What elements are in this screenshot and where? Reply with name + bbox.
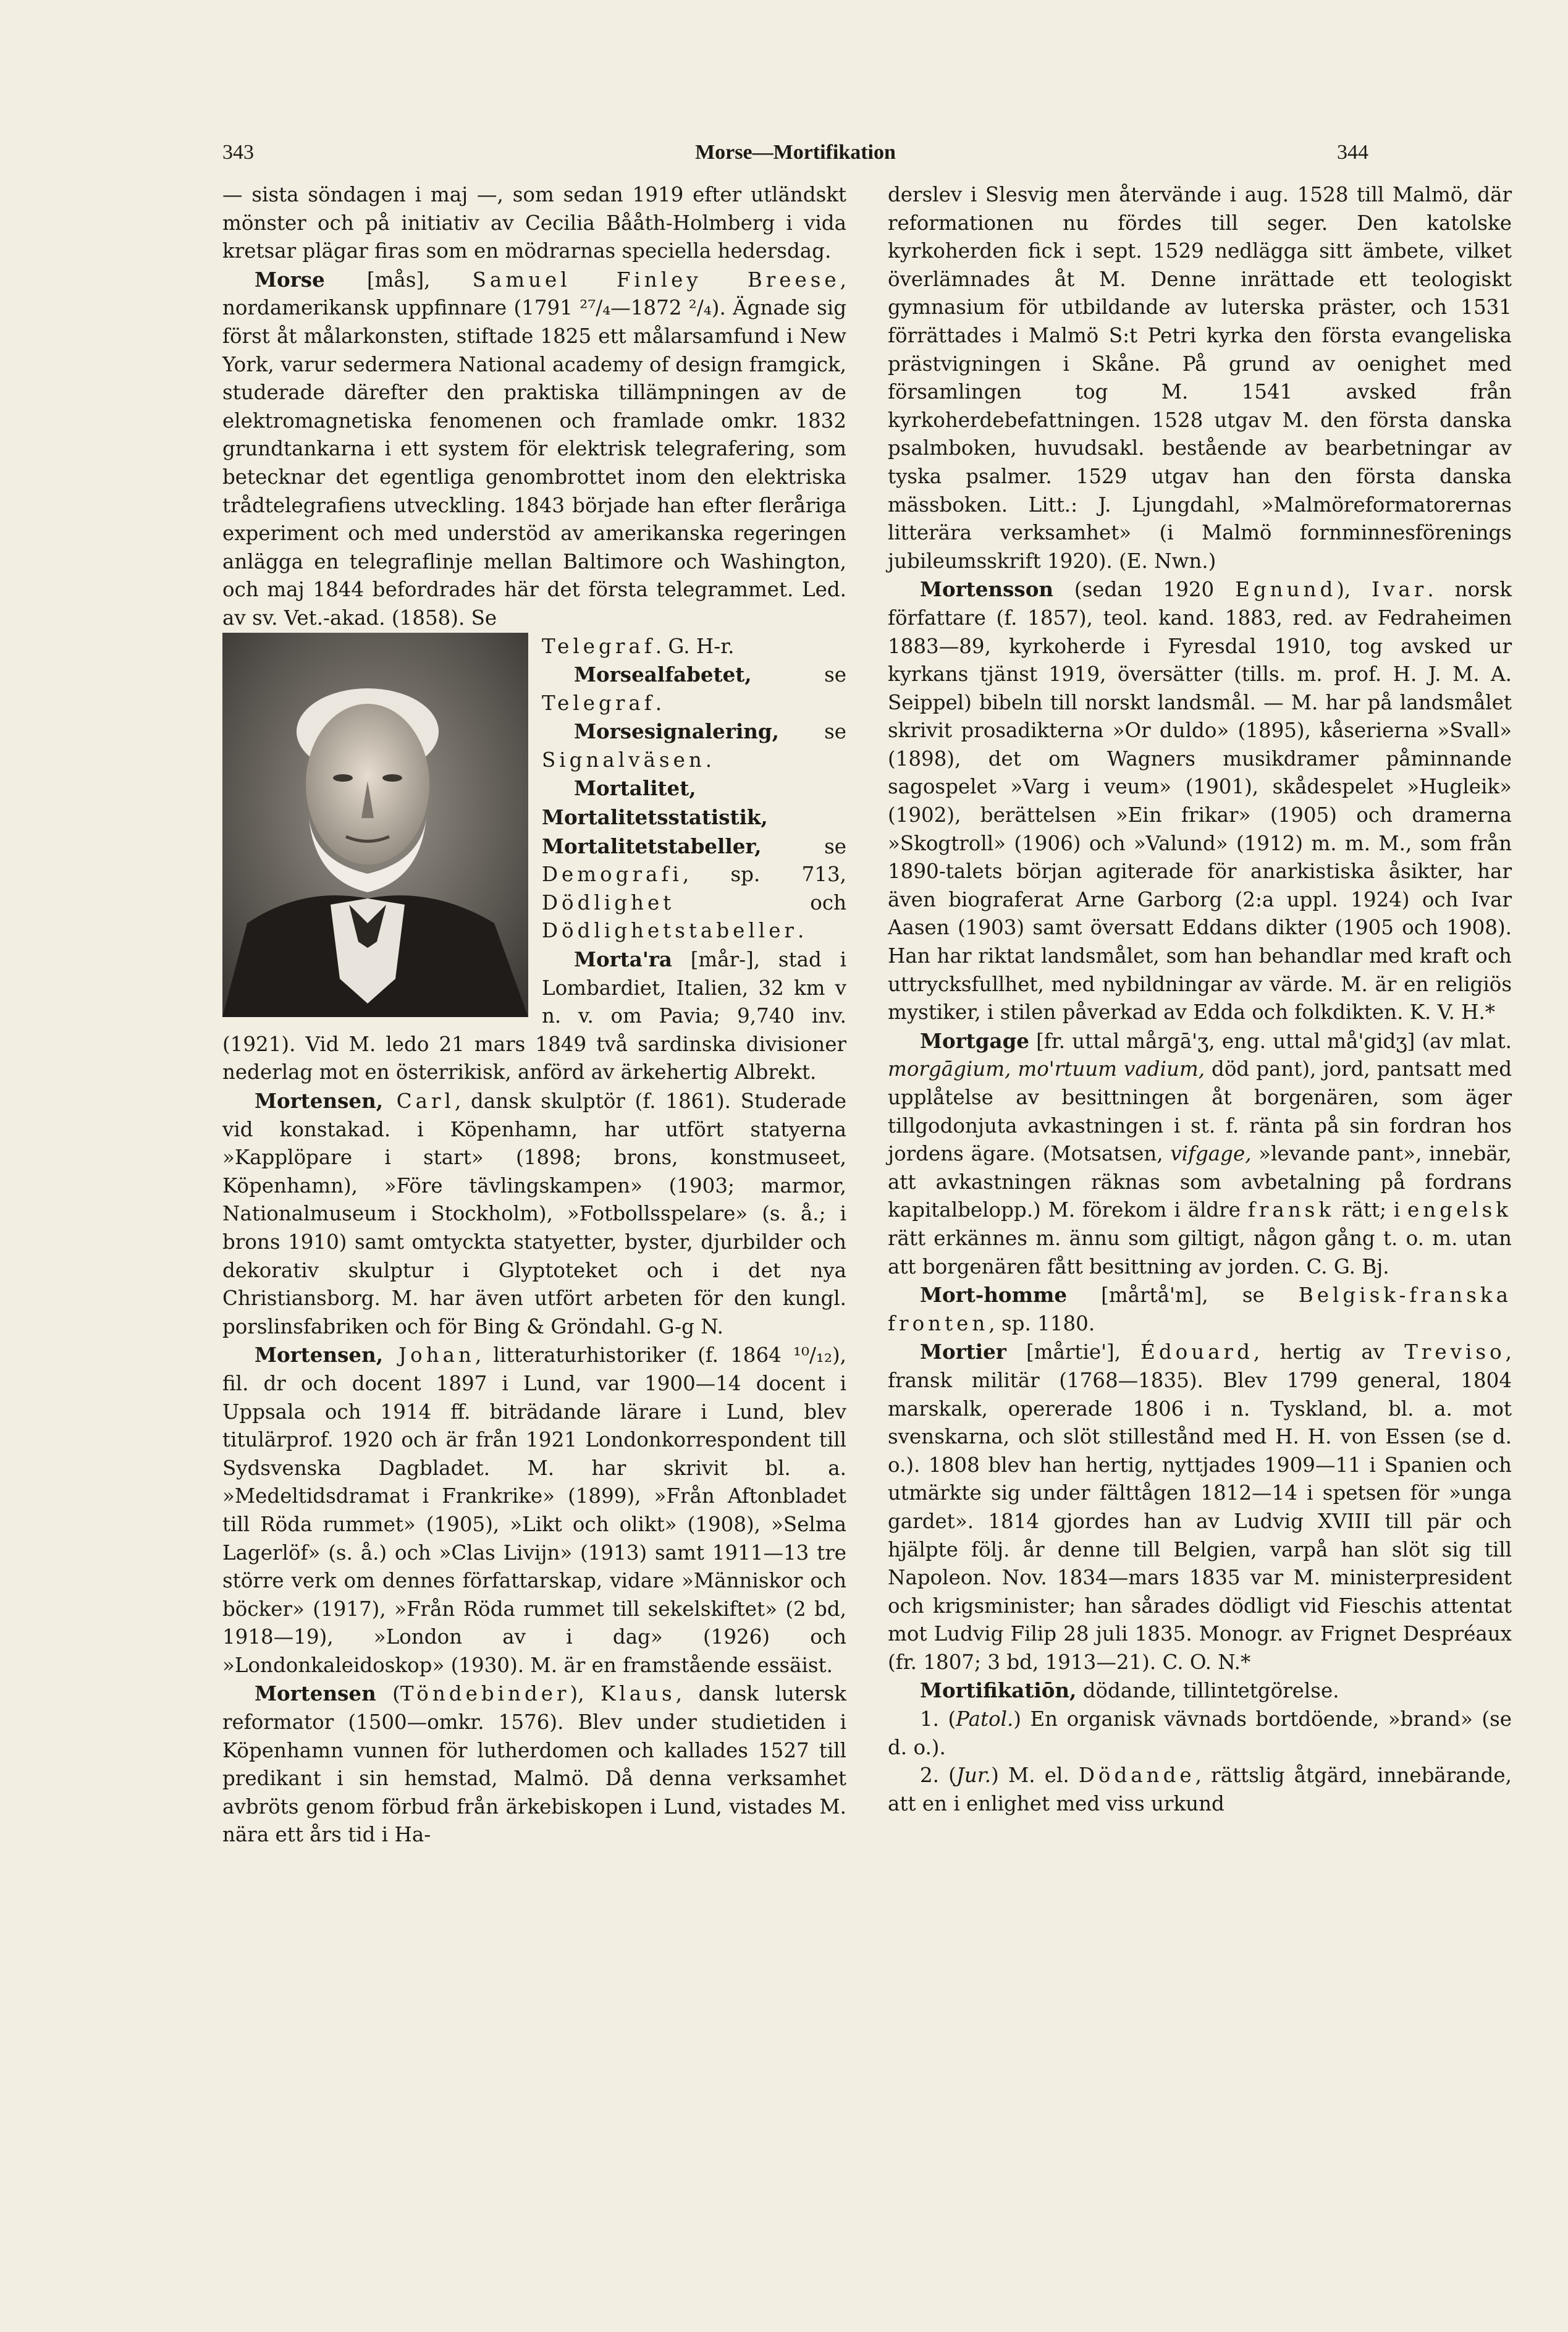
headword: Mortensson bbox=[920, 577, 1053, 602]
cross-reference: Dödlighetstabeller bbox=[542, 919, 798, 943]
entry-mortensen-johan bbox=[222, 1341, 846, 1679]
entry-text: 1. ( bbox=[920, 1707, 956, 1731]
entry-text: [fr. uttal mårgā'ʒ, eng. uttal må'gidʒ] (av mlat. bbox=[1029, 1029, 1512, 1053]
person-name: Édouard bbox=[1140, 1340, 1254, 1364]
headword: Mortensen, bbox=[255, 1089, 384, 1113]
entry-text: död pant), jord, pantsatt med upplåtelse av besittningen åt borgenären, som äger tillgodonjuta avkastningen i st. f. ränta på sin fordran hos jordens ägare. (Motsatsen, bbox=[888, 1057, 1512, 1166]
headword: Morsesignalering, bbox=[574, 719, 779, 744]
entry-text: , fransk militär (1768—1835). Blev 1799 general, 1804 marskalk, opererade 1806 i n. Tyskland, bl. a. mot svenskarna, och slöt stillestånd med H. H. von Essen (se d. o.). 1808 blev han hertig, nyttjades 1909—11 i Spanien och utmärkte sig under fälttågen 1812—14 i spetsen för »unga gardet». 1814 gjordes han av Ludvig XVIII till pär och hjälpte följ. år denne till Belgien, varpå han slöt sig till Napoleon. Nov. 1834—mars 1835 var M. ministerpresident och krigsminister; han sårades dödligt vid Fieschis attentat mot Ludvig Filip 28 juli 1835. Monogr. av Frignet Despréaux (fr. 1807; 3 bd, 1913—21). C. O. N.* bbox=[888, 1340, 1512, 1674]
entry-text: se bbox=[778, 720, 846, 744]
emphasis: engelsk bbox=[1407, 1198, 1512, 1222]
italic-term: Patol. bbox=[956, 1707, 1014, 1731]
entry-text: , nordamerikansk uppfinnare (1791 ²⁷/₄—1872 ²/₄). Ägnade sig först åt målarkonsten, stiftade 1825 ett målarsamfund i New York, varur sedermera National academy of design framgick, studerade därefter den praktiska tillämpningen av de elektromagnetiska fenomenen och framlade omkr. 1832 grundtankarna i ett system för elektrisk telegrafering, som betecknar det egentliga genombrottet inom den elektriska trådtelegrafiens utveckling. 1843 började han efter fleråriga experiment och med understöd av amerikanska regeringen anlägga en telegraflinje mellan Baltimore och Washington, och maj 1844 befordrades här det första telegrammet. Led. av sv. Vet.-akad. (1858). Se bbox=[222, 268, 846, 630]
entry-text: 2. ( bbox=[920, 1764, 956, 1788]
person-name: Ivar bbox=[1372, 578, 1428, 602]
entry-text: . norsk författare (f. 1857), teol. kand. 1883, red. av Fedraheimen 1883—89, kyrkoherde i Fyresdal 1910, tog avsked ur kyrkans tjänst 1919, översätter (tills. m. prof. H. J. M. A. Seippel) bibeln till norskt landsmål. — M. har på landsmålet skrivit prosadikterna »Or duldo» (1895), kåserierna »Svall» (1898), det om Wagners musikdramer påminnande sagospelet »Varg i veum» (1901), skådespelet »Hugleik» (1902), berättelsen »Ein frikar» (1905) och dramerna »Skogtroll» (1906) och »Valund» (1912) m. m. M., som från 1890-talets början agiterade för anarkistiska åsikter, har även biograferat Arne Garborg (2:a uppl. 1924) och Ivar Aasen (1903) samt översatt Eddans dikter (1905 och 1908). Han har riktat landsmålet, som han behandlar med kraft och uttrycksfullhet, med nybildningar av värde. M. är en religiös mystiker, i stilen påverkad av Edda och folkdikten. K. V. H.* bbox=[888, 578, 1512, 1024]
portrait-image bbox=[222, 633, 528, 1017]
entry-text: , litteraturhistoriker (f. 1864 ¹⁰/₁₂), fil. dr och docent 1897 i Lund, var 1900—14 docent i Uppsala och 1914 ff. biträdande lärare i Lund, blev titulärprof. 1920 och är från 1921 Londonkorrespondent till Sydsvenska Dagbladet. M. har skrivit bl. a. »Medeltidsdramat i Frankrike» (1899), »Från Aftonbladet till Röda rummet» (1905), »Likt och olikt» (1908), »Selma Lagerlöf» (s. å.) och »Clas Livijn» (1913) samt 1911—13 tre större verk om dennes författarskap, vidare »Människor och böcker» (1917), »Från Röda rummet till sekelskiftet» (2 bd, 1918—19), »London av i dag» (1926) och »Londonkaleidoskop» (1930). M. är en framstående essäist. bbox=[222, 1343, 846, 1677]
headword: Morse bbox=[255, 267, 325, 292]
entry-mortensen-carl bbox=[222, 1087, 846, 1341]
alternate-name: Töndebinder bbox=[400, 1682, 570, 1706]
entry-text: ) En organisk vävnads bortdöende, »brand» (se d. o.). bbox=[888, 1707, 1512, 1759]
entry-continuation: — sista söndagen i maj —, som sedan 1919 efter utländskt mönster och på initiativ av Cecilia Bååth-Holmberg i vida kretsar plägar firas som en mödrarnas speciella hedersdag. bbox=[222, 183, 846, 263]
signature: . G. H-r. bbox=[655, 634, 735, 658]
entry-text: ( bbox=[376, 1682, 400, 1706]
italic-term: morgāgium, mo'rtuum vadium, bbox=[888, 1057, 1205, 1081]
headword: Mortensen bbox=[255, 1681, 376, 1706]
entry-text: [mårtå'm], se bbox=[1067, 1283, 1299, 1308]
headword: Mortgage bbox=[920, 1028, 1029, 1053]
cross-reference: Dödlighet bbox=[542, 890, 675, 915]
entry-mort-homme bbox=[888, 1281, 1512, 1338]
person-name: Klaus bbox=[601, 1682, 676, 1706]
entry-text: se bbox=[751, 663, 846, 687]
entry-text: rätt erkännes m. ännu som giltigt, någon gång t. o. m. utan att borgenären fått besittning av jorden. C. G. Bj. bbox=[888, 1226, 1512, 1278]
page-header bbox=[222, 141, 1368, 172]
entry-text: , dansk skulptör (f. 1861). Studerade vid konstakad. i Köpenhamn, har utfört statyerna »Kapplöpare i start» (1898; brons, konstmuseet, Köpenhamn), »Före tävlingskampen» (1903; marmor, Nationalmuseum i Stockholm), »Fotbollsspelare» (s. å.; i brons 1910) samt omtyckta statyetter, byster, djurbilder och dekorativ skulptur i Glyptoteket och i det nya Christiansborg. M. har även utfört arbeten för den kungl. porslinsfabriken och för Bing & Gröndahl. G-g N. bbox=[222, 1089, 846, 1338]
page-number-right: 344 bbox=[1337, 141, 1368, 164]
italic-term: Jur. bbox=[956, 1764, 992, 1788]
entry-mortensson bbox=[888, 575, 1512, 1027]
headword: Mort-homme bbox=[920, 1283, 1068, 1308]
person-name: Samuel Finley Breese bbox=[472, 268, 840, 292]
entry-text: , rättslig åtgärd, innebärande, att en i enlighet med viss urkund bbox=[888, 1764, 1512, 1815]
entry-text: ) M. el. bbox=[991, 1764, 1079, 1788]
entry-text: . bbox=[797, 919, 804, 943]
right-column bbox=[888, 181, 1512, 2158]
cross-reference: Signalväsen bbox=[542, 748, 706, 772]
entry-mortifikation-sense-2 bbox=[888, 1762, 1512, 1818]
page-number-left: 343 bbox=[222, 141, 254, 164]
entry-text: rätt; i bbox=[1334, 1198, 1408, 1222]
entry-text: och bbox=[675, 890, 846, 915]
entry-text: , sp. 713, bbox=[682, 863, 846, 887]
italic-term: vifgage, bbox=[1170, 1142, 1252, 1166]
entry-text: »levande pant», innebär, att avkastningen räknas som avbetalning på fordrans kapitalbelopp.) M. förekom i äldre bbox=[888, 1142, 1512, 1222]
entry-mortifikation bbox=[888, 1676, 1512, 1705]
entry-mortensen-klaus bbox=[222, 1679, 846, 1849]
entry-morsesignalering: Morsesignalering, se Signalväsen. bbox=[542, 719, 846, 772]
headword: Morta'ra bbox=[574, 947, 672, 972]
headword: Morsealfabetet, bbox=[574, 662, 752, 687]
entry-morsealfabetet: Morsealfabetet, se Telegraf. bbox=[542, 662, 846, 715]
entry-text: se bbox=[761, 834, 846, 858]
cross-reference: Telegraf bbox=[542, 691, 655, 715]
person-name: Johan bbox=[383, 1343, 475, 1367]
entry-text: [mår-], stad i Lombardiet, Italien, 32 km v n. v. om Pavia; 9,740 inv. (1921). Vid M. ledo 21 mars 1849 två sardinska divisioner nederlag mot en österrikisk, anförd av ärkehertig Albrekt. bbox=[222, 948, 846, 1084]
headword: Mortier bbox=[920, 1340, 1006, 1364]
entry-text: [mårtie'], bbox=[1006, 1340, 1141, 1364]
running-title: Morse—Mortifikation bbox=[695, 141, 896, 164]
entry-mortifikation-sense-1 bbox=[888, 1705, 1512, 1762]
entry-text: , dansk lutersk reformator (1500—omkr. 1576). Blev under studietiden i Köpenhamn vunnen för lutherdomen och kallades 1527 till predikant i sin hemstad, Malmö. Då denna verksamhet avbröts genom förbud från ärkebiskopen i Lund, vistades M. nära ett års tid i Ha- bbox=[222, 1682, 846, 1847]
cross-reference: Belgisk-franska fronten bbox=[888, 1283, 1512, 1335]
cross-reference: Demografi bbox=[542, 863, 683, 887]
entry-morse bbox=[222, 266, 846, 633]
entry-continuation: derslev i Slesvig men återvände i aug. 1528 till Malmö, där reformationen nu fördes till seger. Den katolske kyrkoherden fick i sept. 1529 nedlägga sitt ämbete, vilket överlämnades åt M. Denne inrättade ett teologiskt gymnasium för utbildande av luterska präster, och 1531 förrättades i Malmö S:t Petri kyrka den första evangeliska prästvigningen i Skåne. På grund av oenighet med församlingen tog M. 1541 avsked från kyrkoherdebefattningen. 1528 utgav M. den första danska psalmboken, huvudsakl. bestående av bearbetningar av tyska psalmer. 1529 utgav han den första danska mässboken. Litt.: J. Ljungdahl, »Malmöreformatorernas litterära verksamhet» (i Malmö fornminnesförenings jubileumsskrift 1920). (E. Nwn.) bbox=[888, 183, 1512, 573]
entry-text: ), bbox=[1336, 578, 1372, 602]
entry-mortgage bbox=[888, 1027, 1512, 1281]
cross-reference: Dödande bbox=[1078, 1764, 1195, 1788]
entry-text: [mås], bbox=[324, 268, 473, 292]
entry-text: ), bbox=[570, 1682, 601, 1706]
entry-text: (sedan 1920 bbox=[1053, 578, 1236, 602]
emphasis: fransk bbox=[1247, 1198, 1335, 1222]
entry-text: dödande, tillintetgörelse. bbox=[1076, 1679, 1339, 1703]
headword: Mortensen, bbox=[255, 1343, 384, 1367]
entry-mortier bbox=[888, 1338, 1512, 1676]
headword: Mortifikatiōn, bbox=[920, 1678, 1077, 1703]
person-name: Carl bbox=[383, 1089, 455, 1113]
entry-text: , hertig av bbox=[1253, 1340, 1405, 1364]
title-name: Treviso bbox=[1404, 1340, 1506, 1364]
cross-reference: Telegraf bbox=[542, 634, 655, 658]
alternate-name: Egnund bbox=[1235, 578, 1337, 602]
headword: Mortalitet, Mortalitetsstatistik, Mortalitetstabeller, bbox=[542, 776, 768, 858]
left-column bbox=[222, 181, 846, 2158]
entry-text: , sp. 1180. bbox=[988, 1311, 1095, 1335]
portrait-illustration bbox=[222, 633, 528, 1017]
